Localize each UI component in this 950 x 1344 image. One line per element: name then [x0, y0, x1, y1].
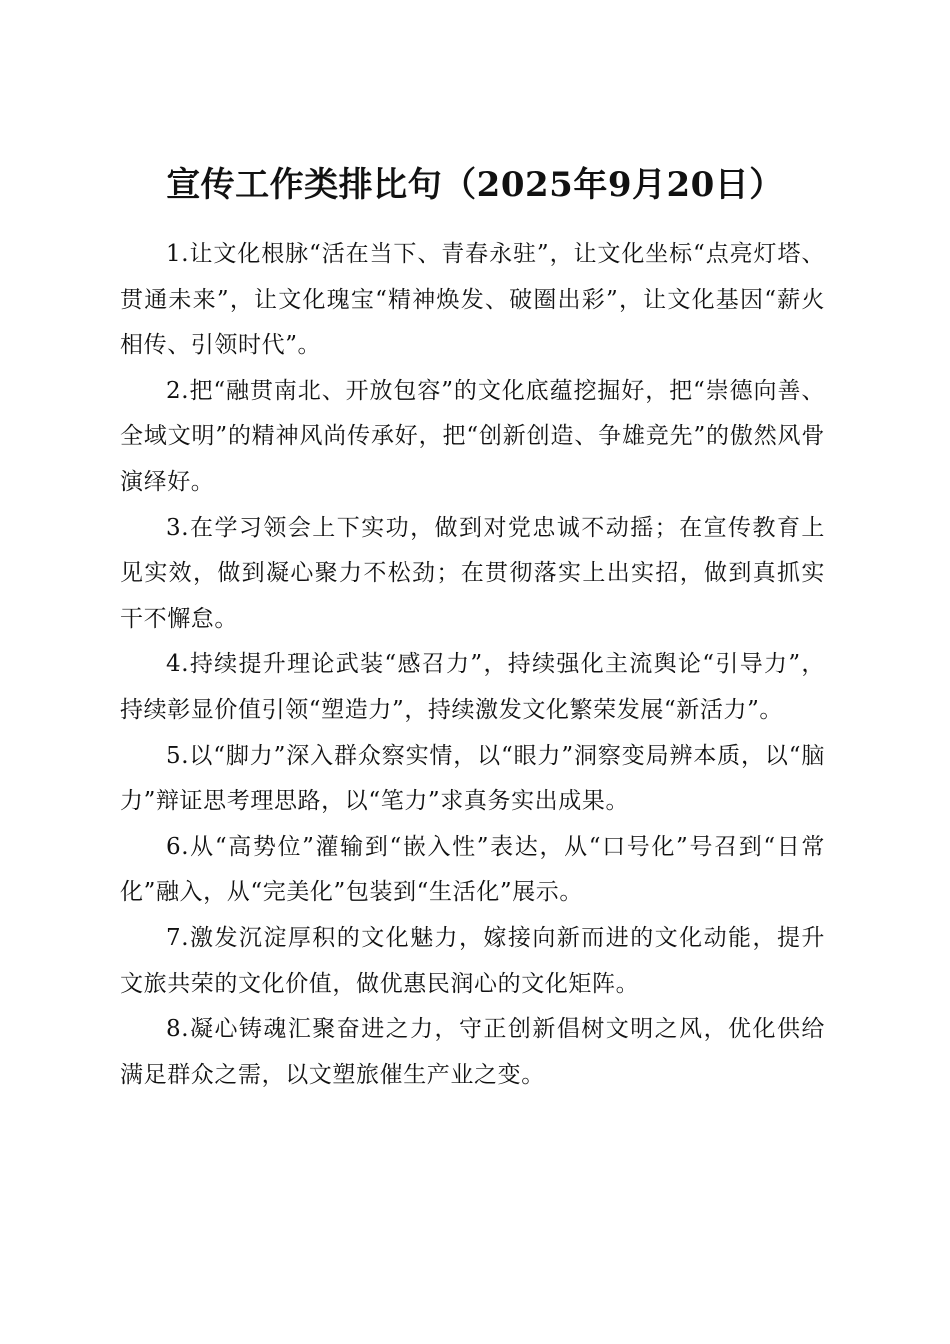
document-body [120, 232, 825, 1098]
paragraph-4: 4.持续提升理论武装“感召力”，持续强化主流舆论“引导力”，持续彰显价值引领“塑造力”，持续激发文化繁荣发展“新活力”。 [120, 651, 825, 723]
paragraph-6: 6.从“高势位”灌输到“嵌入性”表达，从“口号化”号召到“日常化”融入，从“完美化”包装到“生活化”展示。 [120, 833, 825, 906]
paragraph-2: 2.把“融贯南北、开放包容”的文化底蕴挖掘好，把“崇德向善、全域文明”的精神风尚传承好，把“创新创造、争雄竞先”的傲然风骨演绎好。 [120, 377, 825, 495]
paragraph-5: 5.以“脚力”深入群众察实情，以“眼力”洞察变局辨本质，以“脑力”辩证思考理思路，以“笔力”求真务实出成果。 [120, 742, 825, 815]
paragraph-7: 7.激发沉淀厚积的文化魅力，嫁接向新而进的文化动能，提升文旅共荣的文化价值，做优惠民润心的文化矩阵。 [120, 924, 825, 997]
paragraph-1: 1.让文化根脉“活在当下、青春永驻”，让文化坐标“点亮灯塔、贯通未来”，让文化瑰宝“精神焕发、破圈出彩”，让文化基因“薪火相传、引领时代”。 [120, 241, 825, 359]
document-title: 宣传工作类排比句（2025年9月20日） [166, 164, 784, 205]
paragraph-3: 3.在学习领会上下实功，做到对党忠诚不动摇；在宣传教育上见实效，做到凝心聚力不松劲；在贯彻落实上出实招，做到真抓实干不懈怠。 [120, 514, 825, 632]
paragraph-8: 8.凝心铸魂汇聚奋进之力，守正创新倡树文明之风，优化供给满足群众之需，以文塑旅催生产业之变。 [120, 1016, 825, 1088]
